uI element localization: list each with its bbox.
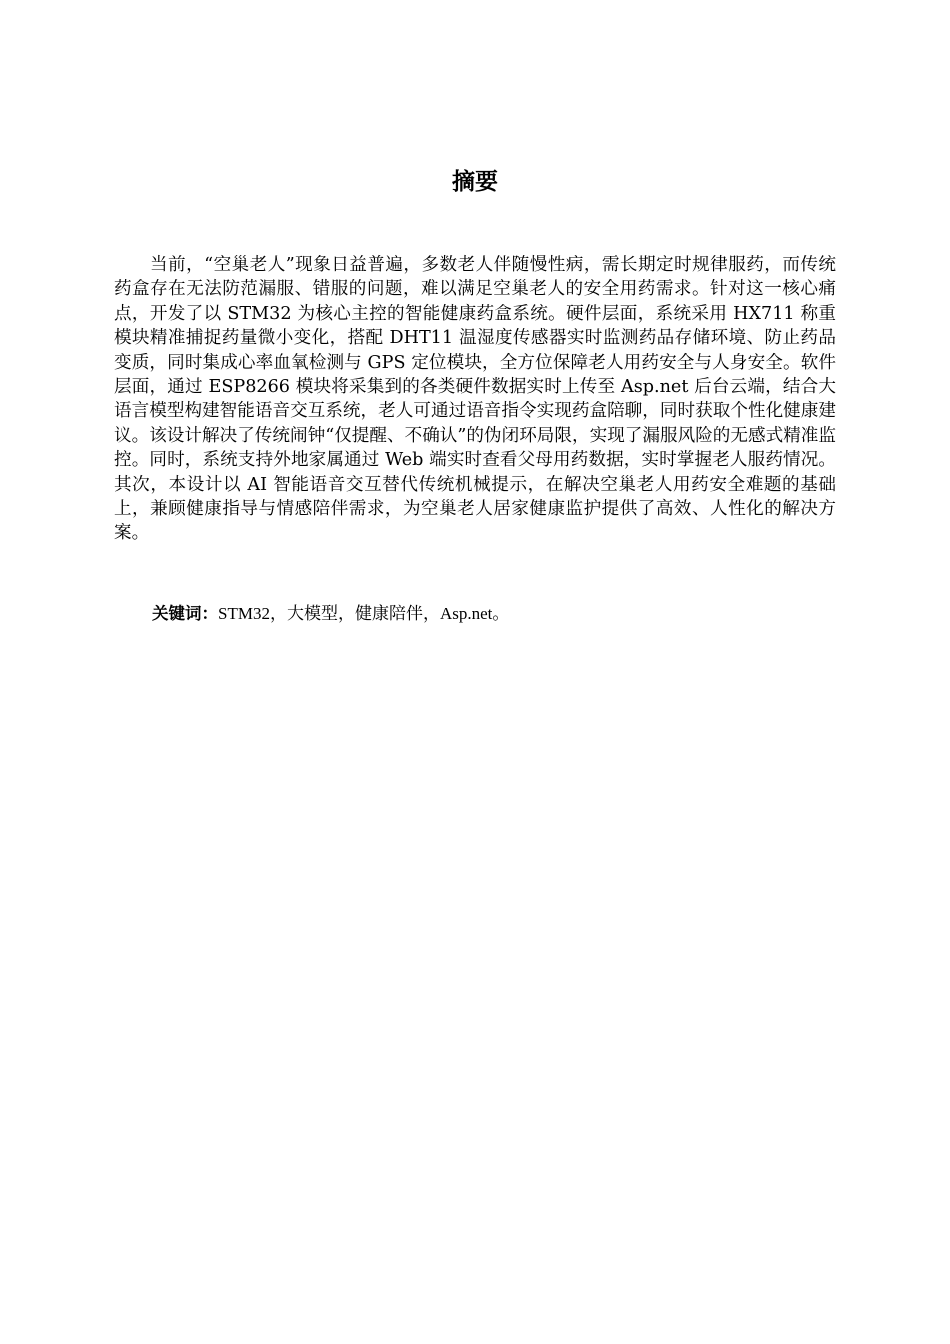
- keywords-line: [152, 602, 852, 626]
- keywords-value: STM32，大模型，健康陪伴，Asp.net。: [218, 604, 510, 623]
- abstract-paragraph: 当前，“空巢老人”现象日益普遍，多数老人伴随慢性病，需长期定时规律服药，而传统药盒存在无法防范漏服、错服的问题，难以满足空巢老人的安全用药需求。针对这一核心痛点，开发了以 STM32 为核心主控的智能健康药盒系统。硬件层面，系统采用 HX711 称重模块精准捕捉药量微小变化，搭配 DHT11 温湿度传感器实时监测药品存储环境、防止药品变质，同时集成心率血氧检测与 GPS 定位模块，全方位保障老人用药安全与人身安全。软件层面，通过 ESP8266 模块将采集到的各类硬件数据实时上传至 Asp.net 后台云端，结合大语言模型构建智能语音交互系统，老人可通过语音指令实现药盒陪聊，同时获取个性化健康建议。该设计解决了传统闹钟“仅提醒、不确认”的伪闭环局限，实现了漏服风险的无感式精准监控。同时，系统支持外地家属通过 Web 端实时查看父母用药数据，实时掌握老人服药情况。其次，本设计以 AI 智能语音交互替代传统机械提示，在解决空巢老人用药安全难题的基础上，兼顾健康指导与情感陪伴需求，为空巢老人居家健康监护提供了高效、人性化的解决方案。: [114, 255, 836, 544]
- keywords-label: 关键词：: [152, 604, 218, 623]
- page-title: 摘要: [452, 169, 498, 195]
